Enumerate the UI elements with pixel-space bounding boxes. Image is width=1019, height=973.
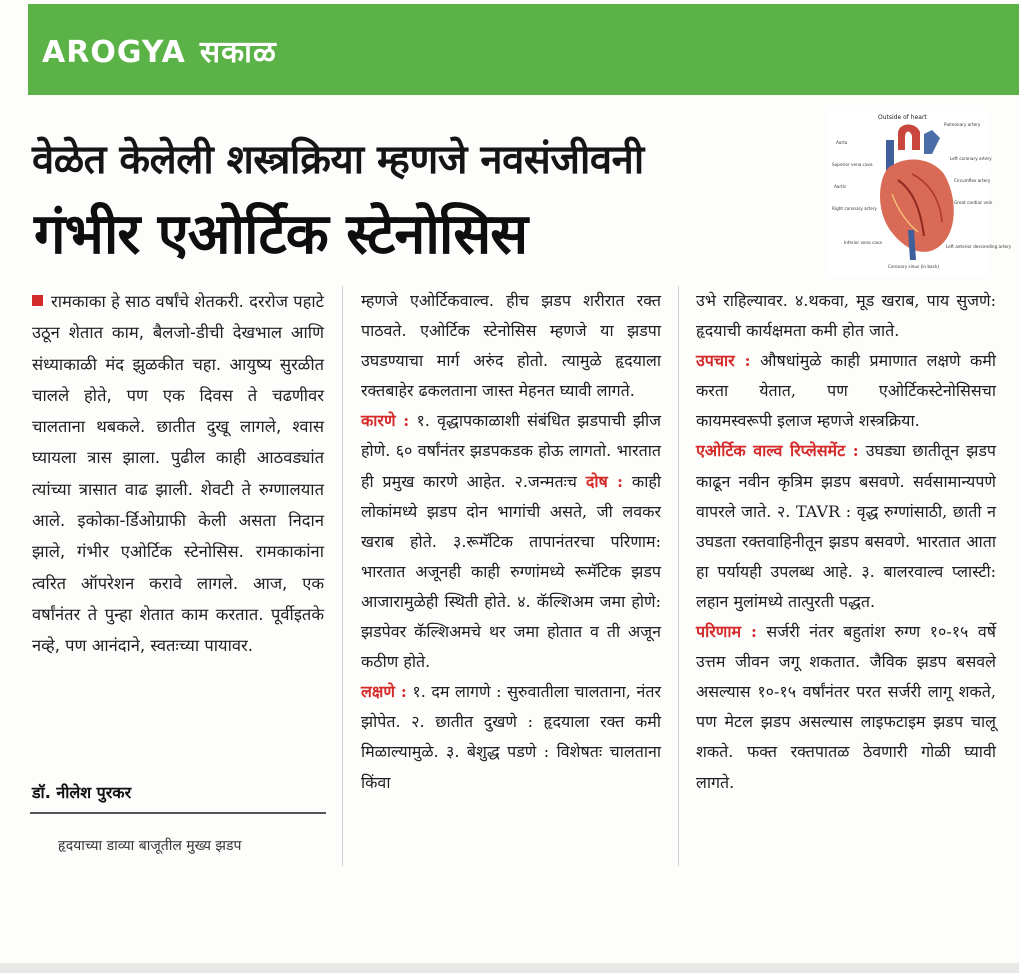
story-column-2 bbox=[361, 286, 661, 798]
bullet-icon bbox=[32, 295, 43, 306]
result-label: परिणाम : bbox=[696, 622, 757, 642]
column-divider bbox=[678, 286, 679, 866]
figure-caption: हृदयाच्या डाव्या बाजूतील मुख्य झडप bbox=[58, 838, 242, 854]
figure-label: Pulmonary artery bbox=[944, 122, 981, 127]
figure-label: Circumflex artery bbox=[954, 178, 991, 183]
headline-main: गंभीर एओर्टिक स्टेनोसिस bbox=[34, 202, 528, 267]
brand-name: AROGYA bbox=[42, 35, 186, 70]
divider-rule bbox=[30, 812, 326, 814]
figure-label: Superior vena cava bbox=[832, 162, 873, 167]
causes-text-a: १. वृद्धापकाळाशी संबंधित झडपाची झीज होणे. ६० वर्षांनंतर झडपकडक होऊ लागतो. भारतात ही प्रमुख कारणे आहेत. २.जन्मतःच bbox=[361, 411, 661, 491]
figure-label: Coronary sinus (in back) bbox=[888, 264, 939, 269]
figure-label: Aorta bbox=[836, 140, 848, 145]
figure-title: Outside of heart bbox=[878, 114, 927, 121]
causes-text-b: काही लोकांमध्ये झडप दोन भागांची असते, जी लवकर खराब होते. ३.रूमॅटिक तापानंतरचा परिणाम: भारतात अजूनही काही रुग्णांमध्ये रूमॅटिक झडप आजारामुळेही स्थिती होते. ४. कॅल्शिअम जमा होणे: झडपेवर कॅल्शिअमचे थर जमा होतात व ती अजून कठीण होते. bbox=[361, 471, 661, 672]
treatment-label: उपचार : bbox=[696, 351, 751, 371]
figure-label: Right coronary artery bbox=[832, 206, 877, 211]
story-column-1 bbox=[32, 286, 324, 662]
figure-label: Great cardiac vein bbox=[954, 200, 993, 205]
heart-diagram bbox=[828, 110, 1012, 275]
treatment-text: औषधांमुळे काही प्रमाणात लक्षणे कमी करता येतात, पण एओर्टिकस्टेनोसिसचा कायमस्वरूपी इलाज म्हणजे शस्त्रक्रिया. bbox=[696, 351, 996, 431]
masthead-banner bbox=[28, 4, 1019, 95]
masthead-brand bbox=[42, 30, 277, 71]
headline-kicker: वेळेत केलेली शस्त्रक्रिया म्हणजे नवसंजीवनी bbox=[32, 137, 644, 183]
causes-label: कारणे : bbox=[361, 411, 410, 431]
avr-label: एओर्टिक वाल्व रिप्लेसमेंट : bbox=[696, 441, 859, 461]
symptoms-label: लक्षणे : bbox=[361, 682, 407, 702]
figure-label: Left coronary artery bbox=[950, 156, 992, 161]
figure-label: Inferior vena cava bbox=[844, 240, 882, 245]
figure-label: Aortic bbox=[834, 184, 847, 189]
symptoms-text: १. दम लागणे : सुरुवातीला चालताना, नंतर झोपेत. २. छातीत दुखणे : हृदयाला रक्त कमी मिळाल्यामुळे. ३. बेशुद्ध पडणे : विशेषतः चालताना किंवा bbox=[361, 682, 661, 792]
byline: डॉ. नीलेश पुरकर bbox=[32, 783, 132, 802]
figure-label: Left anterior descending artery bbox=[946, 244, 1012, 249]
col3-intro: उभे राहिल्यावर. ४.थकवा, मूड खराब, पाय सुजणे: हृदयाची कार्यक्षमता कमी होत जाते. bbox=[696, 291, 996, 341]
story-lead: रामकाका हे साठ वर्षांचे शेतकरी. दररोज पहाटे उठून शेतात काम, बैलजो-डीची देखभाल आणि संध्याकाळी मंद झुळकीत चहा. आयुष्य सुरळीत चालले होते, पण एक दिवस ते चढणीवर चालताना थबकले. छातीत दुखू लागले, श्वास घ्यायला त्रास झाला. पुढील काही आठवड्यांत त्यांच्या त्रासात वाढ झाली. शेवटी ते रुग्णालयात आले. इकोका-र्डिओग्राफी केली असता निदान झाले, गंभीर एओर्टिक स्टेनोसिस. रामकाकांना त्वरित ऑपरेशन करावे लागले. आज, एक वर्षांनंतर ते पुन्हा शेतात काम करतात. पूर्वीइतके नव्हे, पण आनंदाने, स्वतःच्या पायावर. bbox=[32, 292, 324, 656]
col2-intro: म्हणजे एओर्टिकवाल्व. हीच झडप शरीरात रक्त पाठवते. एओर्टिक स्टेनोसिस म्हणजे या झडपा उघडण्याचा मार्ग अरुंद होतो. त्यामुळे हृदयाला रक्तबाहेर ढकलताना जास्त मेहनत घ्यावी लागते. bbox=[361, 291, 661, 401]
brand-sakal: सकाळ bbox=[199, 35, 277, 70]
page-bottom-band bbox=[0, 963, 1019, 973]
result-text: सर्जरी नंतर बहुतांश रुग्ण १०-१५ वर्षे उत्तम जीवन जगू शकतात. जैविक झडप बसवले असल्यास १०-१५ वर्षांनंतर परत सर्जरी लागू शकते, पण मेटल झडप असल्यास लाइफटाइम झडप चालू शकते. फक्त रक्तपातळ ठेवणारी गोळी घ्यावी लागते. bbox=[696, 622, 996, 792]
defect-label: दोष : bbox=[585, 471, 624, 491]
story-column-3 bbox=[696, 286, 996, 798]
column-divider bbox=[342, 286, 343, 866]
avr-text: उघड्या छातीतून झडप काढून नवीन कृत्रिम झडप बसवणे. सर्वसामान्यपणे वापरले जाते. २. TAVR : वृद्ध रुग्णांसाठी, छाती न उघडता रक्तवाहिनीतून झडप बसवणे. भारतात आता हा पर्यायही उपलब्ध आहे. ३. बालरवाल्व प्लास्टी: लहान मुलांमध्ये तात्पुरती पद्धत. bbox=[696, 441, 996, 611]
